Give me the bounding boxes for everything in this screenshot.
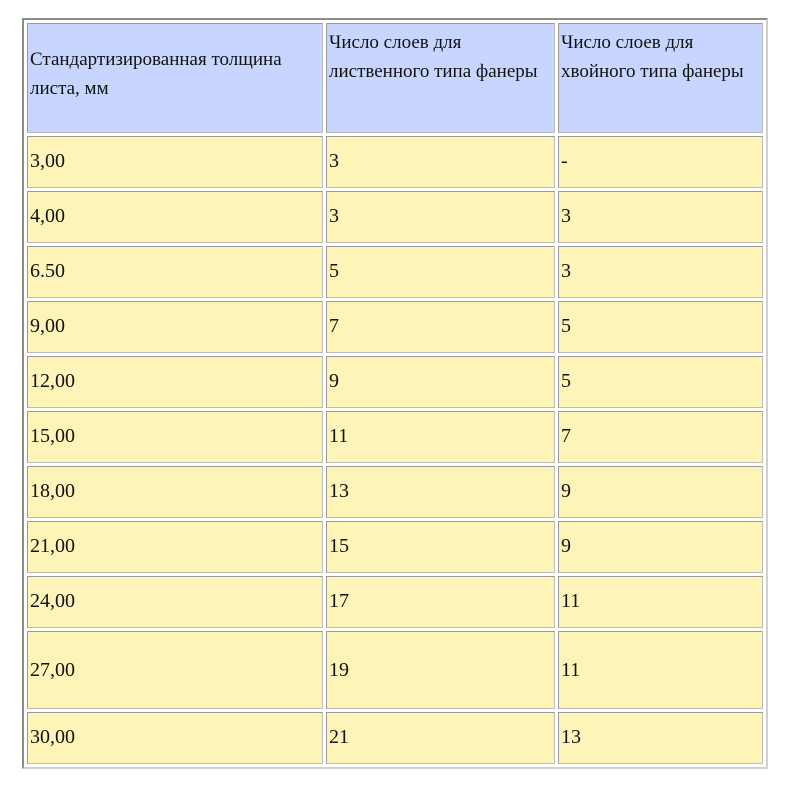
table-row [27,356,763,408]
cell-hardwood: 3 [326,191,555,243]
cell-softwood: 5 [558,356,763,408]
cell-hardwood: 9 [326,356,555,408]
cell-hardwood: 11 [326,411,555,463]
header-thickness [27,23,323,133]
table-row [27,246,763,298]
plywood-layers-table [22,18,768,769]
cell-thickness: 24,00 [27,576,323,628]
cell-softwood: 11 [558,631,763,709]
header-softwood-layers [558,23,763,133]
cell-thickness: 3,00 [27,136,323,188]
table-row [27,631,763,709]
table-row [27,712,763,764]
cell-hardwood: 3 [326,136,555,188]
cell-softwood: 11 [558,576,763,628]
header-row [27,23,763,133]
cell-softwood: 9 [558,521,763,573]
cell-softwood: 3 [558,191,763,243]
table-row [27,411,763,463]
cell-hardwood: 17 [326,576,555,628]
table-row [27,191,763,243]
cell-softwood: 3 [558,246,763,298]
cell-thickness: 9,00 [27,301,323,353]
cell-softwood: 7 [558,411,763,463]
header-hardwood-label: Число слоев для лиственного типа фанеры [329,32,538,82]
cell-thickness: 12,00 [27,356,323,408]
header-hardwood-layers [326,23,555,133]
cell-thickness: 6.50 [27,246,323,298]
cell-thickness: 18,00 [27,466,323,518]
cell-hardwood: 13 [326,466,555,518]
cell-thickness: 27,00 [27,631,323,709]
cell-thickness: 30,00 [27,712,323,764]
cell-hardwood: 19 [326,631,555,709]
cell-thickness: 15,00 [27,411,323,463]
table-row [27,576,763,628]
table-row [27,466,763,518]
header-thickness-label: Стандартизированная толщина листа, мм [30,49,282,99]
cell-hardwood: 7 [326,301,555,353]
cell-softwood: 5 [558,301,763,353]
cell-thickness: 4,00 [27,191,323,243]
cell-hardwood: 21 [326,712,555,764]
table-row [27,521,763,573]
cell-hardwood: 15 [326,521,555,573]
cell-softwood: 9 [558,466,763,518]
table-row [27,136,763,188]
cell-hardwood: 5 [326,246,555,298]
table-row [27,301,763,353]
cell-thickness: 21,00 [27,521,323,573]
cell-softwood: 13 [558,712,763,764]
header-softwood-label: Число слоев для хвойного типа фанеры [561,32,744,82]
cell-softwood: - [558,136,763,188]
